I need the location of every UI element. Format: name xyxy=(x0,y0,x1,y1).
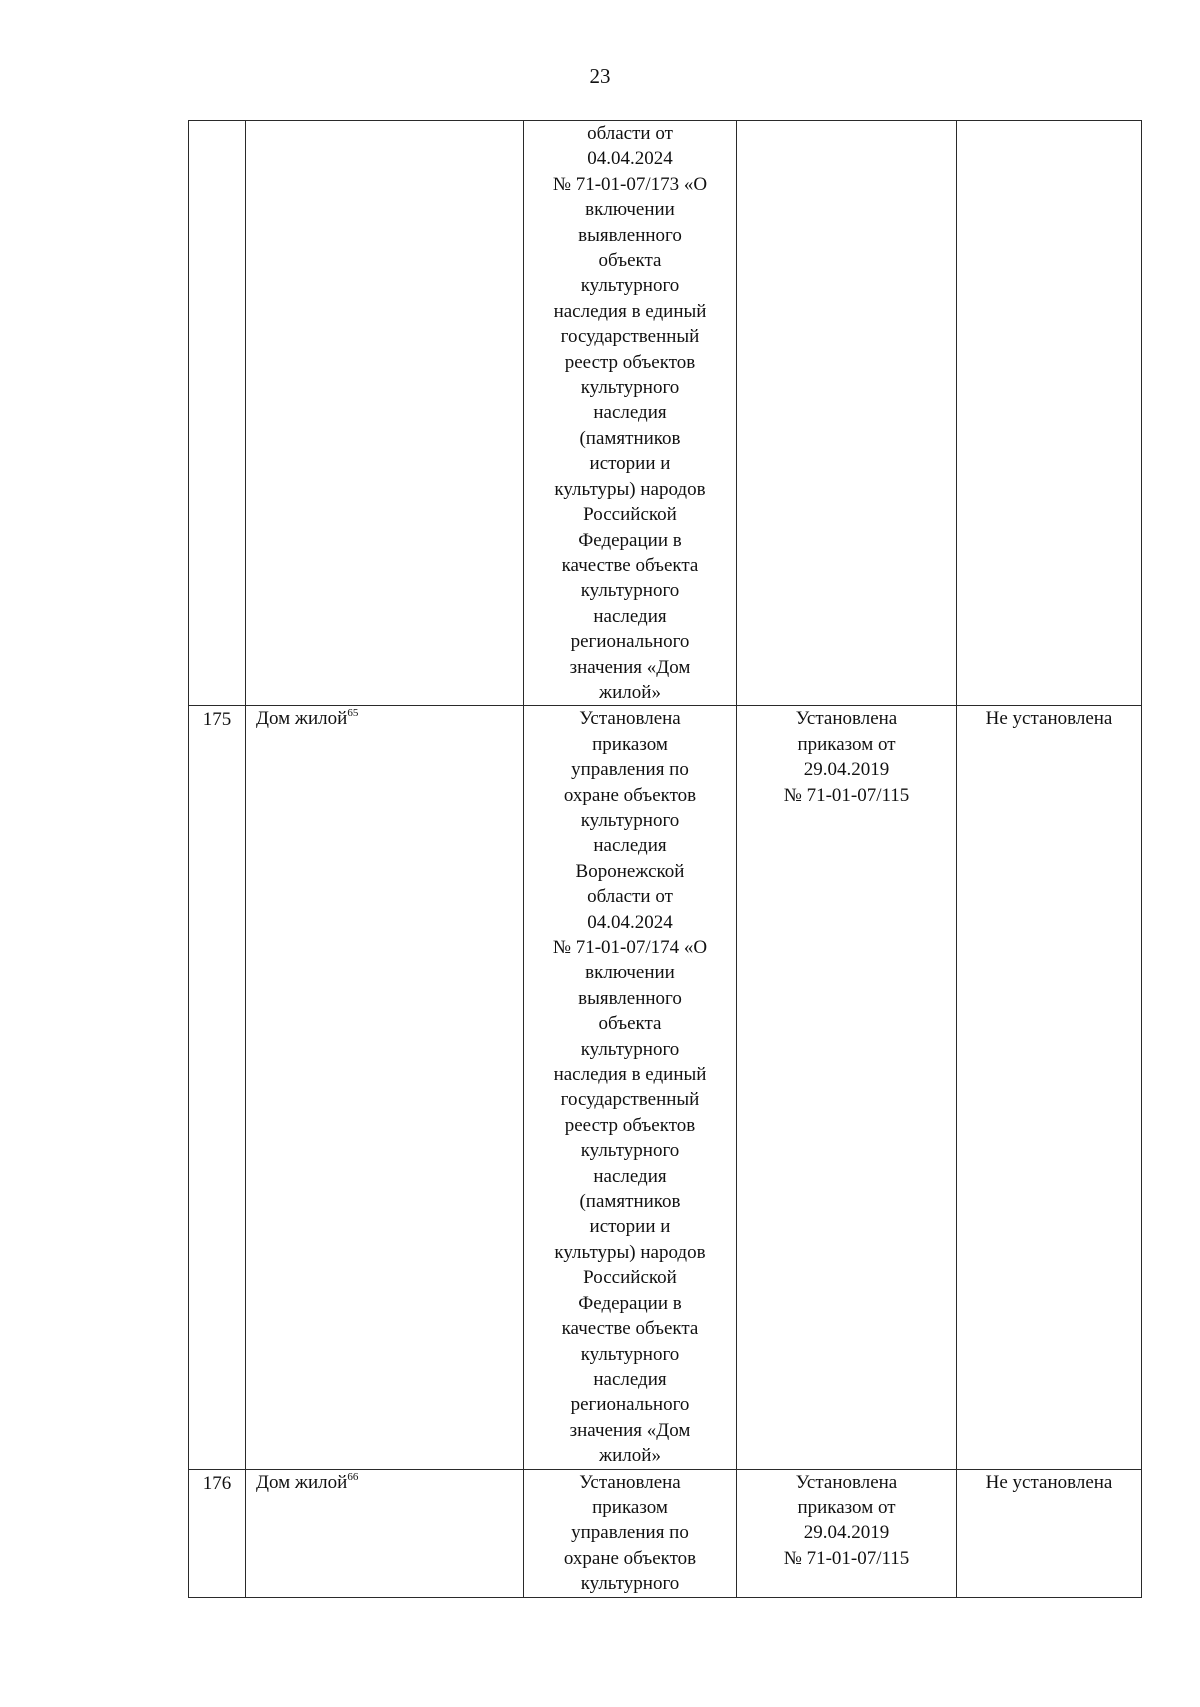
text-line: № 71-01-07/173 «О xyxy=(552,173,708,195)
object-name-cell xyxy=(246,1469,524,1597)
text-line: государственный xyxy=(560,1089,700,1111)
text-line: качестве объекта xyxy=(561,1318,699,1340)
text-line: наследия xyxy=(593,605,667,627)
document-text xyxy=(524,1470,736,1597)
text-line: значения «Дом xyxy=(569,656,691,678)
registration-text xyxy=(737,706,956,808)
text-line: наследия в единый xyxy=(553,1064,707,1086)
text-line: культуры) народов xyxy=(554,478,706,500)
row-number: 175 xyxy=(202,709,232,731)
text-line: Установлена xyxy=(795,708,898,730)
text-line: № 71-01-07/115 xyxy=(783,784,910,806)
text-line: управления по xyxy=(571,759,689,781)
footnote-ref[interactable]: 65 xyxy=(347,707,359,720)
text-line: приказом от xyxy=(797,733,896,755)
text-line: качестве объекта xyxy=(561,554,699,576)
row-number: 176 xyxy=(202,1472,232,1494)
text-line: включении xyxy=(585,199,675,221)
object-name: Дом жилой xyxy=(256,708,348,730)
text-line: культурного xyxy=(580,809,680,831)
text-line: Воронежской xyxy=(575,860,685,882)
text-line: наследия xyxy=(593,402,667,424)
text-line: № 71-01-07/115 xyxy=(783,1547,910,1569)
text-line: культурного xyxy=(580,377,680,399)
text-line: управления по xyxy=(571,1522,689,1544)
text-line: наследия в единый xyxy=(553,300,707,322)
text-line: истории и xyxy=(589,453,671,475)
text-line: выявленного xyxy=(578,987,682,1009)
document-cell xyxy=(524,1469,737,1597)
text-line: регионального xyxy=(570,631,690,653)
text-line: Установлена xyxy=(579,708,681,730)
text-line: (памятников xyxy=(579,427,681,449)
status-text: Не установлена xyxy=(985,708,1113,730)
text-line: культурного xyxy=(580,580,680,602)
document-cell xyxy=(524,121,737,706)
text-line: Установлена xyxy=(795,1471,898,1493)
text-line: значения «Дом xyxy=(569,1419,691,1441)
text-line: истории и xyxy=(589,1216,671,1238)
registration-cell xyxy=(737,121,957,706)
status-cell xyxy=(957,121,1142,706)
text-line: государственный xyxy=(560,326,700,348)
text-line: регионального xyxy=(570,1394,690,1416)
text-line: культурного xyxy=(580,1140,680,1162)
text-line: культурного xyxy=(580,1573,680,1595)
row-number-cell xyxy=(189,1469,246,1597)
text-line: культуры) народов xyxy=(554,1241,706,1263)
object-name: Дом жилой xyxy=(256,1471,348,1493)
text-line: (памятников xyxy=(579,1191,681,1213)
status-text: Не установлена xyxy=(985,1471,1113,1493)
registration-text xyxy=(737,1470,956,1572)
text-line: жилой» xyxy=(599,1445,661,1467)
text-line: Установлена xyxy=(579,1471,681,1493)
text-line: наследия xyxy=(593,835,667,857)
text-line: области от xyxy=(587,123,673,144)
text-line: 04.04.2024 xyxy=(587,911,673,933)
table-row xyxy=(189,121,1142,706)
text-line: 29.04.2019 xyxy=(803,1522,890,1544)
table-row xyxy=(189,1469,1142,1597)
text-line: охране объектов xyxy=(563,1547,697,1569)
table-row xyxy=(189,706,1142,1469)
page-number: 23 xyxy=(589,64,611,88)
object-name-cell xyxy=(246,706,524,1469)
heritage-objects-table xyxy=(188,120,1142,1598)
text-line: приказом от xyxy=(797,1496,896,1518)
text-line: наследия xyxy=(593,1165,667,1187)
text-line: № 71-01-07/174 «О xyxy=(552,937,708,958)
text-line: 04.04.2024 xyxy=(587,148,673,170)
object-name-cell xyxy=(246,121,524,706)
text-line: Российской xyxy=(583,1267,677,1289)
row-number-cell xyxy=(189,121,246,706)
text-line: Федерации в xyxy=(578,529,682,551)
footnote-ref[interactable]: 66 xyxy=(347,1470,359,1483)
document-text xyxy=(524,121,736,705)
text-line: 29.04.2019 xyxy=(803,759,890,781)
text-line: Федерации в xyxy=(578,1292,682,1314)
document-text xyxy=(524,706,736,1468)
text-line: охране объектов xyxy=(563,784,697,806)
registration-cell xyxy=(737,1469,957,1597)
registration-cell xyxy=(737,706,957,1469)
text-line: приказом xyxy=(592,733,668,755)
text-line: объекта xyxy=(598,250,662,272)
text-line: выявленного xyxy=(578,224,682,246)
row-number-cell xyxy=(189,706,246,1469)
text-line: культурного xyxy=(580,1343,680,1365)
text-line: объекта xyxy=(598,1013,662,1035)
text-line: культурного xyxy=(580,275,680,297)
status-cell xyxy=(957,706,1142,1469)
text-line: жилой» xyxy=(599,681,661,703)
text-line: области от xyxy=(587,886,673,908)
text-line: наследия xyxy=(593,1368,667,1390)
text-line: культурного xyxy=(580,1038,680,1060)
text-line: включении xyxy=(585,962,675,984)
text-line: реестр объектов xyxy=(564,351,696,373)
status-cell xyxy=(957,1469,1142,1597)
document-cell xyxy=(524,706,737,1469)
text-line: приказом xyxy=(592,1496,668,1518)
text-line: реестр объектов xyxy=(564,1114,696,1136)
text-line: Российской xyxy=(583,504,677,526)
